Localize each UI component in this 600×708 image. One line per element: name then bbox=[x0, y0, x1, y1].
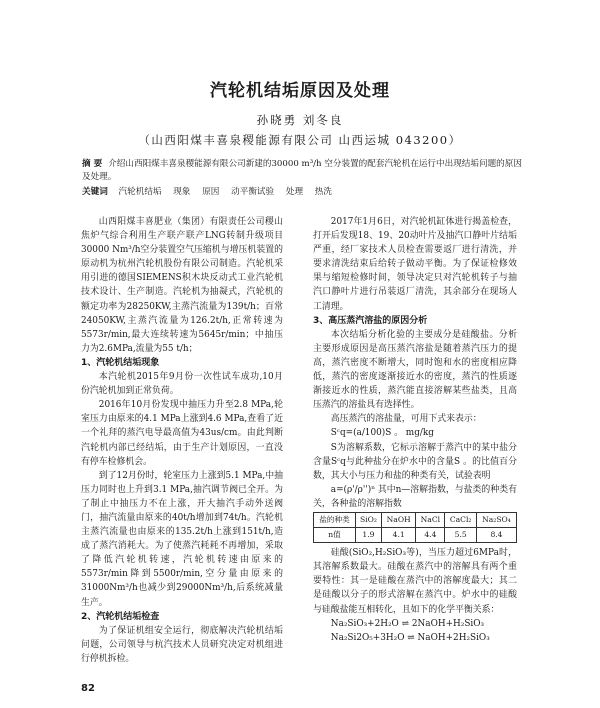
paragraph: 本汽轮机2015年9月份一次性试车成功,10月份汽轮机加到正常负荷。 bbox=[81, 372, 283, 397]
keyword: 原因 bbox=[202, 187, 220, 197]
keyword: 汽轮机结垢 bbox=[118, 187, 162, 197]
table-row bbox=[314, 528, 517, 543]
table-cell: CaCl₂ bbox=[445, 512, 477, 527]
abstract-text: 介绍山西阳煤丰喜泉稷能源有限公司新建的30000 m³/h 空分装置的配套汽轮机在运行中出现结垢问题的原因及处理。 bbox=[82, 159, 522, 182]
paragraph: 2016年10月份发现中抽压力升至2.8 MPa,轮室压力由原来的4.1 MPa上涨到4.6 MPa,查看了近一个礼拜的蒸汽电导最高值为43us/cm。由此判断汽轮机内部已经结垢，由于生产计划原因，一直没有停车检修机会。 bbox=[81, 400, 283, 467]
chemical-equation-1: Na₂SiO₃+2H₂O ⇌ 2NaOH+H₂SiO₃ bbox=[330, 618, 485, 629]
keyword: 处理 bbox=[285, 187, 304, 197]
chemical-equation-2: Na₂Si2O₅+3H₂O ⇌ NaOH+2H₂SiO₃ bbox=[330, 632, 490, 643]
keyword: 动平衡试验 bbox=[231, 187, 275, 197]
paragraph: 为了保证机组安全运行，彻底解决汽轮机结垢问题，公司领导与杭汽技术人员研究决定对机组进行停机拆检。 bbox=[81, 625, 283, 664]
table-cell: SiO₂ bbox=[355, 512, 381, 527]
affiliation: （山西阳煤丰喜泉稷能源有限公司 山西运城 043200） bbox=[138, 133, 462, 147]
table-cell: 8.4 bbox=[476, 528, 516, 543]
table-cell: n值 bbox=[314, 528, 356, 543]
paragraph: S为溶解系数，它标示溶解于蒸汽中的某中盐分含量Sᶜq与此种盐分在炉水中的含量S 。的比值百分数，其大小与压力和盐的种类有关，试验表明 bbox=[313, 442, 517, 481]
table-cell: NaCl bbox=[416, 512, 445, 527]
table-cell: 5.5 bbox=[445, 528, 477, 543]
authors: 孙晓勇 刘冬良 bbox=[256, 113, 344, 127]
table-cell: 盐的种类 bbox=[314, 512, 356, 527]
intro-paragraph: 山西阳煤丰喜肥业（集团）有限责任公司稷山焦炉气综合利用生产联产联产LNG转制升级项目30000 Nm³/h空分装置空气压缩机与增压机装置的原动机为杭州汽轮机股份有限公司制造。汽轮机采用引进的德国SIEMENS积木块反动式工业汽轮机技术设计、生产制造。汽轮机为抽凝式，汽轮机的额定功率为28250KW,主蒸汽流量为139t/h；百常24050KW,主蒸汽流量为126.2t/h,正常转速为5573r/min,最大连续转速为5645r/min；中抽压力为2.6MPa,流量为55 t/h； bbox=[81, 217, 283, 354]
section-heading-1: 1、汽轮机结垢现象 bbox=[81, 357, 160, 368]
paragraph: a=(ρ'/ρ'')ⁿ 其中n—溶解指数，与盐类的种类有关，各种盐的溶解指数 bbox=[313, 484, 517, 509]
keywords-label: 关键词 bbox=[82, 187, 108, 197]
abstract bbox=[82, 158, 530, 183]
paragraph: 高压蒸汽的溶盐量，可用下式来表示： bbox=[330, 414, 482, 425]
section-heading-2: 2、汽轮机结垢检查 bbox=[81, 611, 160, 622]
formula-solubility: Sᶜq=(a/100)S 。 mg/kg bbox=[330, 428, 434, 439]
table-cell: 1.9 bbox=[355, 528, 381, 543]
paragraph: 2017年1月6日，对汽轮机缸体进行揭盖检查，打开后发现18、19、20动叶片及抽汽口静叶片结垢严重，经厂家技术人员检查需要返厂进行清洗，并要求清洗结束后给转子做动平衡。为了保证检修效果与缩短检修时间，领导决定只对汽轮机转子与抽汽口静叶片进行吊装返厂清洗，其余部分在现场人工清理。 bbox=[313, 217, 517, 312]
left-column bbox=[81, 215, 283, 666]
paragraph: 硅酸(SiO₂,H₂SiO₃等)，当压力超过6MPa时，其溶解系数最大。硅酸在蒸汽中的溶解具有两个重要特性：其一是硅酸在蒸汽中的溶解度最大；其二是硅酸以分子的形式溶解在蒸汽中。炉水中的硅酸与硅酸盐能互相转化，且如下的化学平衡关系： bbox=[313, 548, 517, 615]
page-title: 汽轮机结垢原因及处理 bbox=[210, 81, 390, 101]
table-cell: NaOH bbox=[381, 512, 415, 527]
table-cell: 4.4 bbox=[416, 528, 445, 543]
paragraph: 本次结垢分析化验的主要成分是硅酸盐。分析主要形成原因是高压蒸汽溶盐是随着蒸汽压力的提高，蒸汽密度不断增大，同时饱和水的密度相应降低，蒸汽的密度逐渐接近水的密度，蒸汽的性质逐渐接近水的性质，蒸汽能直接溶解某些盐类，且高压蒸汽的溶盐具有选择性。 bbox=[313, 329, 517, 411]
paragraph: 到了12月份时，轮室压力上涨到5.1 MPa,中抽压力同时也上升到3.1 MPa,抽汽调节阀已全开。为了制止中抽压力不在上涨，开大抽汽手动外送阀门，抽汽流量由原来的40t/h增加到74t/h。汽轮机主蒸汽流量也由原来的135.2t/h上涨到151t/h,造成了蒸汽消耗大。为了使蒸汽耗耗不再增加，采取了降低汽轮机转速，汽轮机转速由原来的5573r/min降到5500r/min,空分量由原来的31000Nm³/h也减少到29000Nm³/h,后系统减量生产。 bbox=[81, 470, 283, 608]
table-header-row bbox=[314, 512, 517, 527]
right-column bbox=[313, 215, 517, 645]
table-cell: Na₂SO₄ bbox=[476, 512, 516, 527]
keyword: 热洗 bbox=[314, 187, 332, 197]
page-number: 82 bbox=[81, 683, 95, 694]
abstract-label: 摘 要 bbox=[82, 159, 103, 169]
table-cell: 4.1 bbox=[381, 528, 415, 543]
keywords bbox=[82, 186, 530, 198]
solubility-index-table bbox=[313, 512, 517, 543]
keyword: 现象 bbox=[173, 187, 191, 197]
section-heading-3: 3、高压蒸汽溶盐的原因分析 bbox=[313, 315, 428, 326]
